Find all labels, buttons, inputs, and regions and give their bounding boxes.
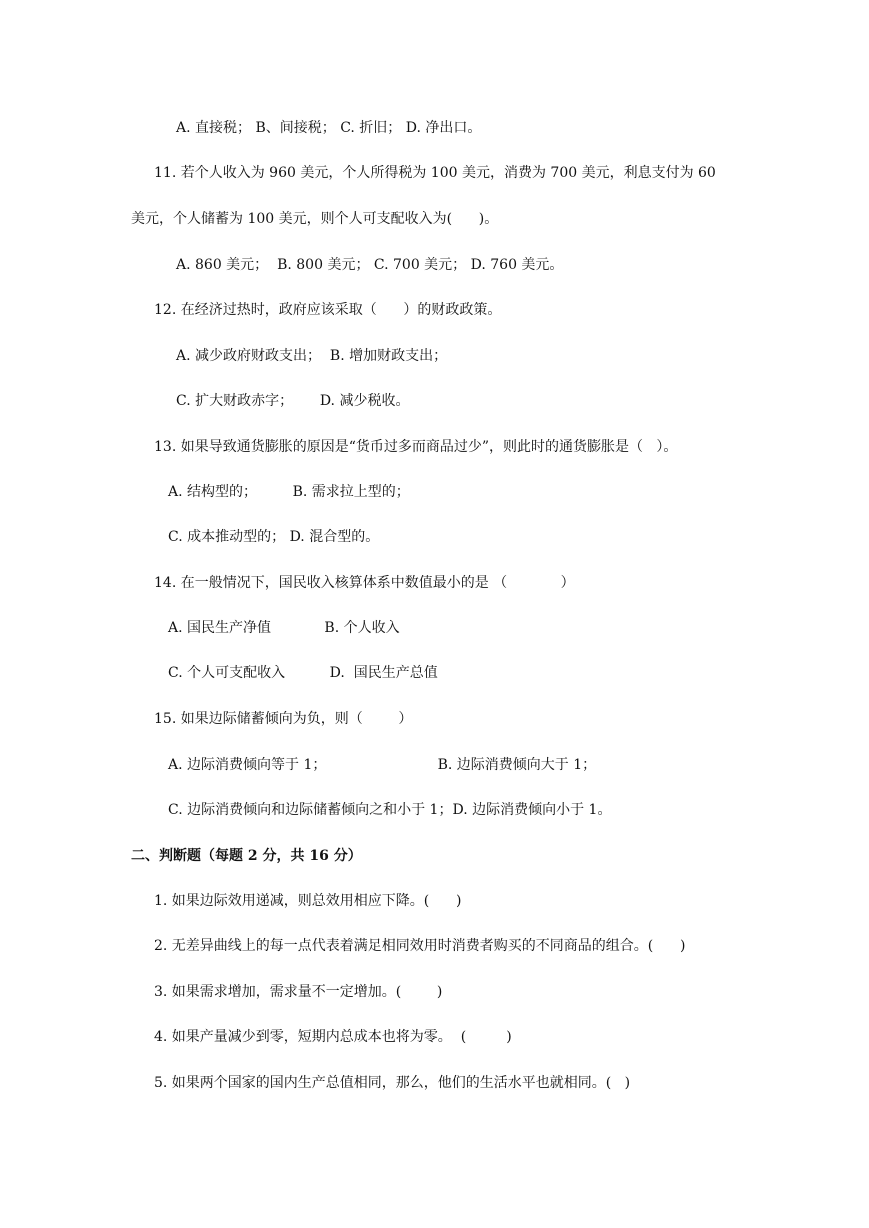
q11-stem-line2: 美元，个人储蓄为 100 美元，则个人可支配收入为( )。 [131, 211, 499, 227]
q13-options-ab: A. 结构型的； B. 需求拉上型的； [168, 484, 410, 500]
q13-stem: 13. 如果导致通货膨胀的原因是“货币过多而商品过少”，则此时的通货膨胀是（ ）。 [154, 439, 678, 455]
q12-stem: 12. 在经济过热时，政府应该采取（ ）的财政政策。 [154, 302, 502, 318]
q15-options-cd: C. 边际消费倾向和边际储蓄倾向之和小于 1；D. 边际消费倾向小于 1。 [168, 802, 612, 818]
tf-question-3: 3. 如果需求增加，需求量不一定增加。( ) [154, 984, 443, 1000]
q15-options-ab: A. 边际消费倾向等于 1； B. 边际消费倾向大于 1； [168, 757, 597, 773]
q14-options-cd: C. 个人可支配收入 D. 国民生产总值 [168, 665, 438, 681]
q14-stem: 14. 在一般情况下，国民收入核算体系中数值最小的是 （ ） [154, 575, 575, 591]
q14-options-ab: A. 国民生产净值 B. 个人收入 [168, 620, 400, 636]
tf-question-4: 4. 如果产量减少到零，短期内总成本也将为零。 ( ) [154, 1029, 512, 1045]
q13-options-cd: C. 成本推动型的； D. 混合型的。 [168, 529, 380, 545]
tf-question-5: 5. 如果两个国家的国内生产总值相同，那么，他们的生活水平也就相同。( ) [154, 1075, 631, 1091]
tf-question-2: 2. 无差异曲线上的每一点代表着满足相同效用时消费者购买的不同商品的组合。( ) [154, 938, 686, 954]
q12-options-cd: C. 扩大财政赤字； D. 减少税收。 [176, 393, 410, 409]
q10-options: A. 直接税； B、间接税； C. 折旧； D. 净出口。 [176, 120, 482, 136]
tf-question-1: 1. 如果边际效用递减，则总效用相应下降。( ) [154, 893, 462, 909]
q11-stem-line1: 11. 若个人收入为 960 美元，个人所得税为 100 美元，消费为 700 美元，利息支付为 60 [154, 165, 716, 181]
q15-stem: 15. 如果边际储蓄倾向为负，则（ ） [154, 711, 413, 727]
q11-options: A. 860 美元； B. 800 美元； C. 700 美元； D. 760 美元。 [176, 257, 564, 273]
q12-options-ab: A. 减少政府财政支出； B. 增加财政支出； [176, 348, 448, 364]
section-heading-true-false: 二、判断题（每题 2 分，共 16 分） [131, 848, 362, 864]
